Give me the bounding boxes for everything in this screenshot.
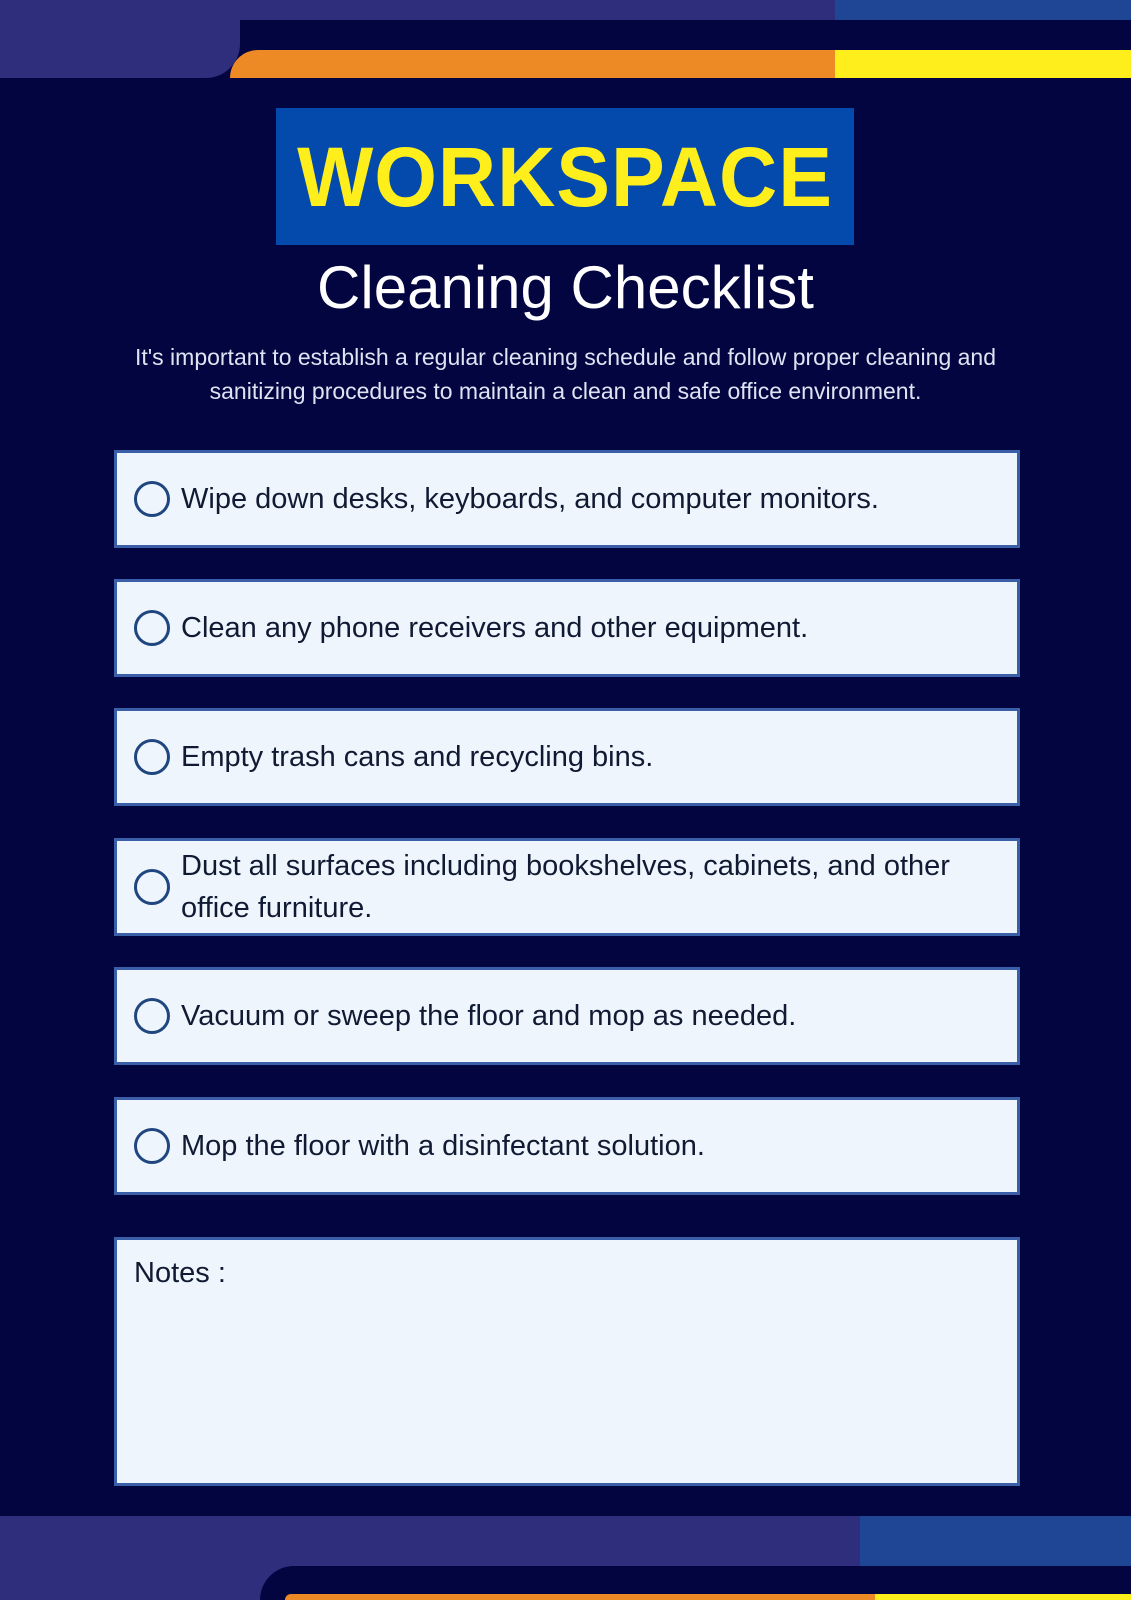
page-subtitle: Cleaning Checklist <box>317 254 814 321</box>
checklist-item-label: Clean any phone receivers and other equipment. <box>181 612 809 644</box>
checklist-item[interactable] <box>114 579 1020 677</box>
checklist-item-label: Empty trash cans and recycling bins. <box>181 741 654 773</box>
checklist-item[interactable] <box>114 450 1020 548</box>
top-orange-stripe <box>230 50 835 78</box>
checklist-item-label: Wipe down desks, keyboards, and computer monitors. <box>181 483 879 515</box>
checklist-item[interactable] <box>114 838 1020 936</box>
intro-paragraph: It's important to establish a regular cleaning schedule and follow proper cleaning and sanitizing procedures to maintain a clean and safe office environment. <box>134 344 997 404</box>
page-title: WORKSPACE <box>297 129 833 224</box>
bottom-yellow-stripe <box>875 1594 1131 1600</box>
checklist-item-label: Vacuum or sweep the floor and mop as needed. <box>181 1000 797 1032</box>
checklist-item-label: Mop the floor with a disinfectant solution. <box>181 1130 705 1162</box>
notes-area[interactable] <box>114 1237 1020 1486</box>
checkbox-circle-icon[interactable] <box>134 739 170 775</box>
checkbox-circle-icon[interactable] <box>134 481 170 517</box>
bottom-orange-stripe <box>285 1594 875 1600</box>
checklist-item[interactable] <box>114 708 1020 806</box>
checkbox-circle-icon[interactable] <box>134 1128 170 1164</box>
notes-label: Notes : <box>134 1257 226 1289</box>
title-banner <box>276 108 854 245</box>
checklist-item[interactable] <box>114 1097 1020 1195</box>
checklist-item[interactable] <box>114 967 1020 1065</box>
checkbox-circle-icon[interactable] <box>134 869 170 905</box>
checklist-item-label: Dust all surfaces including bookshelves, cabinets, and other office furniture. <box>181 850 950 924</box>
checkbox-circle-icon[interactable] <box>134 998 170 1034</box>
checkbox-circle-icon[interactable] <box>134 610 170 646</box>
top-yellow-stripe <box>835 50 1131 78</box>
top-blue-band <box>835 0 1131 20</box>
top-tab-shape <box>0 0 240 78</box>
